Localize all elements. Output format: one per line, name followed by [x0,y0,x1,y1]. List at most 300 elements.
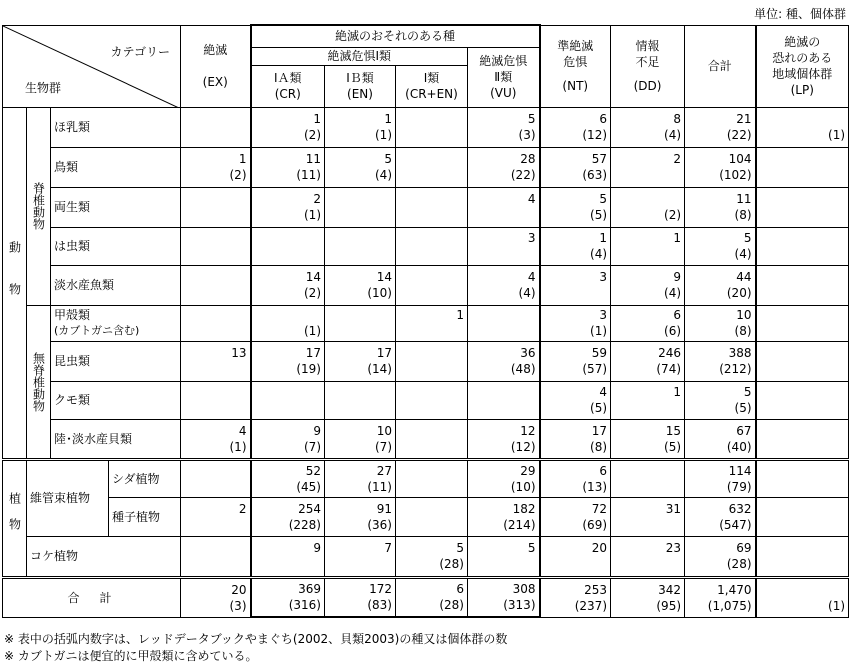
cell-lp-prev [760,400,846,416]
cell-dd-1 [611,147,685,187]
cell-ex-8 [181,419,251,459]
cell-ex-prev [184,285,247,301]
cell-ex-7 [181,381,251,419]
cell-vu-count: 4 [527,192,536,206]
cell-dd-count: 6 [673,308,682,322]
cell-lp-prev [760,361,846,377]
header-lp-line1: 絶滅の [784,35,821,49]
cell-total-count: 388 [728,346,752,360]
cell-en-count: 17 [376,346,392,360]
cell-dd-count [614,191,681,207]
cell-lp-prev [760,246,846,262]
cell-nt-count: 59 [591,346,608,360]
cell-dd-prev [614,517,681,533]
row-name-label: 淡水産魚類 [54,278,115,292]
cell-dd-prev: (4) [664,286,682,300]
cell-i-count: 6 [456,582,464,597]
cell-vu-prev [471,323,536,339]
cell-total-11 [685,536,756,577]
cell-vu-5 [468,305,540,341]
cell-vu-prev: (22) [510,168,536,182]
row-name-label: 陸･淡水産貝類 [54,431,133,446]
cell-dd-0 [611,107,685,147]
cell-nt-5 [540,305,611,341]
cell-total-count: 11 [736,192,752,206]
header-ex-code: (EX) [202,75,228,89]
cell-cr-count: 14 [305,270,321,284]
cell-cr-7 [251,381,325,419]
cell-ex-count [184,384,247,400]
cell-cr-count: 9 [313,423,321,438]
cell-ex-11 [181,536,251,577]
cell-nt-prev: (12) [582,128,608,142]
cell-cr-5 [251,305,325,341]
cell-vu-prev [471,556,536,572]
cell-nt-count: 1 [599,231,608,245]
cell-cr-count [255,307,322,323]
cell-nt-prev: (5) [590,401,608,415]
cell-ex-count [184,269,247,285]
cell-cr-count: 369 [298,582,321,597]
cell-i-count [399,111,464,127]
header-group-label: 生物群 [25,80,62,95]
cell-nt-prev: (8) [590,439,608,454]
cell-cr-prev: (2) [304,286,321,300]
row-name-5 [51,305,181,341]
row-name-sublabel: (カブトガニ含む) [54,324,140,337]
header-category-label: カテゴリー [110,44,170,59]
cell-lp-count [760,384,846,400]
cell-lp-count [760,463,846,479]
cell-en-5 [325,305,396,341]
cell-i-count [399,463,464,479]
cell-dd-count: 1 [673,231,682,245]
cell-dd-9 [611,459,685,497]
cell-i-7 [396,381,468,419]
cell-total-prev: (8) [734,324,752,338]
cell-nt-6 [540,341,611,381]
cell-vu-count [471,384,536,400]
cell-nt-9 [540,459,611,497]
cell-en-total [325,577,396,617]
cell-lp-4 [756,265,849,305]
cell-nt-1 [540,147,611,187]
cell-total-10 [685,497,756,536]
cell-total-count: 5 [743,385,752,399]
side-invertebrate: 無脊椎動物 [27,305,51,459]
cell-nt-count: 3 [599,270,608,284]
cell-total-count: 10 [736,308,752,322]
cell-en-prev [328,323,392,339]
cell-nt-7 [540,381,611,419]
cell-vu-count: 308 [512,582,536,597]
cell-cr-6 [251,341,325,381]
table-row [3,187,849,227]
row-name-4 [51,265,181,305]
cell-vu-count: 3 [527,231,536,245]
row-name-label: 鳥類 [54,160,79,174]
cell-i-total [396,577,468,617]
cell-cr-count: 11 [305,152,321,166]
cell-cr-11 [251,536,325,577]
cell-en-count [328,384,392,400]
cell-i-9 [396,459,468,497]
cell-en-count [328,230,392,246]
cell-vu-count: 5 [527,112,536,126]
header-cr-label: ⅠＡ類 [273,71,302,85]
cell-nt-count: 6 [599,112,608,126]
cell-en-8 [325,419,396,459]
cell-total-prev: (22) [726,128,752,142]
cell-vu-prev: (3) [518,128,536,142]
cell-lp-count [760,269,846,285]
cell-en-prev: (7) [375,439,392,454]
cell-cr-2 [251,187,325,227]
cell-cr-prev: (2) [304,128,321,142]
cell-cr-8 [251,419,325,459]
cell-ex-prev: (3) [229,598,247,613]
cell-ex-count [184,540,247,556]
cell-nt-3 [540,227,611,265]
cell-i-count [399,423,464,439]
row-name-label: シダ植物 [112,471,160,486]
cell-nt-count: 17 [591,423,608,438]
cell-cr-10 [251,497,325,536]
footnote-2: ※ カブトガニは便宜的に甲殻類に含めている。 [4,649,258,663]
cell-cr-count: 254 [298,501,321,516]
row-name-8 [51,419,181,459]
header-vu [468,47,540,107]
cell-ex-count: 20 [231,582,247,597]
cell-total-count: 69 [736,541,752,555]
cell-dd-11 [611,536,685,577]
cell-i-count [399,501,464,517]
cell-i-count [399,345,464,361]
cell-ex-prev [184,127,247,143]
row-name-label: 種子植物 [112,509,161,524]
cell-nt-count: 6 [599,463,608,478]
cell-cr-total [251,577,325,617]
cell-vu-2 [468,187,540,227]
cell-lp-prev [760,167,846,183]
cell-lp-6 [756,341,849,381]
cell-i-prev [399,285,464,301]
cell-i-prev [399,400,464,416]
cell-i-prev [399,167,464,183]
table-row [3,107,849,147]
cell-lp-count [760,151,846,167]
cell-dd-prev: (74) [656,362,682,376]
cell-i-prev [399,323,464,339]
table-row [3,265,849,305]
header-corner [3,25,181,107]
cell-dd-8 [611,419,685,459]
cell-total-count: 44 [736,270,752,284]
cell-vu-4 [468,265,540,305]
cell-total-prev: (79) [726,479,752,494]
cell-i-count [399,191,464,207]
cell-total-count: 67 [736,423,752,438]
row-name-label: 両生類 [54,200,91,214]
table-row [3,147,849,187]
cell-cr-prev [255,400,322,416]
cell-i-prev [399,246,464,262]
table-row [3,227,849,265]
side-vascular: 維管束植物 [27,459,109,536]
cell-vu-count: 36 [520,346,536,360]
cell-cr-count [255,384,322,400]
cell-ex-total [181,577,251,617]
cell-nt-prev [544,285,608,301]
cell-nt-count: 57 [591,152,608,166]
cell-total-7 [685,381,756,419]
side-vertebrate: 脊椎動物 [27,107,51,305]
row-name-label: コケ植物 [30,549,79,563]
cell-dd-prev: (6) [664,324,682,338]
cell-en-count [328,191,392,207]
cell-lp-1 [756,147,849,187]
row-name-0 [51,107,181,147]
cell-cr-count: 9 [313,541,321,555]
cell-ex-count [184,463,247,479]
cell-ex-prev [184,361,247,377]
cell-en-11 [325,536,396,577]
cell-i-6 [396,341,468,381]
cell-i-5 [396,305,468,341]
cell-lp-3 [756,227,849,265]
cell-cr-prev: (19) [296,362,321,376]
cell-dd-5 [611,305,685,341]
header-lp [756,25,849,107]
cell-nt-prev: (237) [574,598,608,613]
header-i-label: Ⅰ類 [423,71,440,85]
cell-vu-prev [471,207,536,223]
row-name-11 [27,536,181,577]
cell-total-prev: (5) [734,401,752,415]
cell-total-prev: (547) [719,517,752,532]
cell-en-0 [325,107,396,147]
header-threatened: 絶滅のおそれのある種 [251,25,540,47]
cell-vu-8 [468,419,540,459]
header-nt [540,25,611,107]
row-name-label: ほ乳類 [54,120,91,134]
row-name-6 [51,341,181,381]
header-cr [251,65,325,107]
cell-vu-count: 29 [520,463,536,478]
header-cr-en-group: 絶滅危惧Ⅰ類 [251,47,468,65]
cell-cr-count: 17 [305,346,321,360]
cell-dd-count: 9 [673,270,682,284]
cell-en-count: 10 [376,423,392,438]
cell-lp-prev [760,285,846,301]
cell-lp-prev [760,479,846,495]
cell-dd-count: 2 [673,152,682,166]
cell-lp-11 [756,536,849,577]
cell-dd-3 [611,227,685,265]
unit-label: 単位: 種、個体群 [754,7,846,21]
cell-lp-prev [760,517,846,533]
table-row [3,419,849,459]
cell-cr-prev: (11) [296,168,321,182]
footnote-1: ※ 表中の括弧内数字は、レッドデータブックやまぐち(2002、貝類2003)の種又は個体群の数 [4,632,508,646]
cell-cr-prev [255,246,322,262]
cell-lp-2 [756,187,849,227]
cell-i-prev [399,127,464,143]
table-row [3,536,849,577]
cell-en-prev [328,400,392,416]
cell-total-count: 104 [728,152,752,166]
cell-vu-3 [468,227,540,265]
cell-cr-prev: (228) [288,517,321,532]
cell-en-10 [325,497,396,536]
cell-i-11 [396,536,468,577]
cell-en-6 [325,341,396,381]
cell-total-2 [685,187,756,227]
table-row [3,305,849,341]
cell-nt-count: 253 [584,582,608,597]
cell-i-count [399,384,464,400]
cell-vu-count: 182 [512,501,536,516]
cell-lp-count [760,111,846,127]
cell-dd-count: 23 [665,541,682,555]
cell-nt-11 [540,536,611,577]
cell-total-1 [685,147,756,187]
cell-i-4 [396,265,468,305]
cell-i-prev [399,479,464,495]
header-vu-line1: 絶滅危惧 [479,54,528,68]
header-nt-line2: 危惧 [563,55,588,69]
header-ex-label: 絶滅 [203,43,228,57]
cell-dd-7 [611,381,685,419]
cell-vu-count: 5 [527,541,536,555]
cell-total-count: 632 [728,501,752,516]
row-name-label: は虫類 [54,239,91,253]
cell-nt-4 [540,265,611,305]
cell-total-prev: (4) [734,247,752,261]
table-row [3,381,849,419]
cell-total-prev: (28) [726,557,752,571]
header-lp-line3: 地域個体群 [772,67,833,81]
cell-nt-prev: (69) [582,517,608,532]
cell-lp-prev [760,323,846,339]
header-en [325,65,396,107]
cell-ex-1 [181,147,251,187]
cell-ex-3 [181,227,251,265]
cell-en-2 [325,187,396,227]
cell-ex-count: 4 [238,423,247,438]
cell-en-3 [325,227,396,265]
cell-lp-count [760,345,846,361]
cell-lp-5 [756,305,849,341]
cell-lp-count [760,230,846,246]
cell-vu-prev: (10) [510,479,536,494]
cell-cr-count: 52 [305,463,321,478]
cell-cr-9 [251,459,325,497]
cell-cr-prev: (7) [304,439,321,454]
cell-ex-prev: (1) [229,439,247,454]
cell-vu-10 [468,497,540,536]
cell-nt-prev: (63) [582,168,608,182]
cell-en-prev: (14) [367,362,392,376]
cell-vu-prev: (313) [503,598,536,613]
cell-vu-count: 4 [527,270,536,284]
cell-en-prev: (83) [367,598,392,613]
cell-lp-8 [756,419,849,459]
cell-vu-6 [468,341,540,381]
cell-lp-count [760,582,846,598]
cell-i-count [399,151,464,167]
cell-cr-4 [251,265,325,305]
cell-cr-count: 1 [313,112,321,126]
header-vu-code: (VU) [490,86,517,100]
cell-nt-prev: (57) [582,362,608,376]
cell-nt-count: 3 [599,308,608,322]
cell-total-6 [685,341,756,381]
cell-dd-count: 31 [665,501,682,516]
row-name-label: クモ類 [54,393,91,407]
cell-total-prev: (20) [726,286,752,300]
cell-lp-0 [756,107,849,147]
cell-en-count: 5 [384,152,392,166]
cell-lp-count [760,423,846,439]
cell-en-4 [325,265,396,305]
cell-en-count: 14 [376,270,392,284]
cell-ex-2 [181,187,251,227]
cell-en-count: 172 [369,582,392,597]
cell-ex-count: 13 [231,346,247,360]
cell-ex-count [184,191,247,207]
cell-nt-2 [540,187,611,227]
cell-dd-prev: (5) [664,439,682,454]
header-lp-line2: 恐れのある [772,51,833,65]
header-i [396,65,468,107]
cell-nt-prev: (5) [590,208,608,222]
cell-i-prev [399,207,464,223]
cell-vu-prev: (48) [510,362,536,376]
cell-en-count: 1 [384,112,392,126]
cell-lp-count [760,540,846,556]
cell-en-prev: (4) [375,168,392,182]
cell-ex-6 [181,341,251,381]
cell-en-count: 91 [376,501,392,516]
cell-ex-prev [184,556,247,572]
cell-cr-count: 2 [313,192,321,206]
cell-vu-11 [468,536,540,577]
cell-dd-prev [614,479,681,495]
cell-i-count: 5 [456,541,464,555]
cell-vu-prev: (4) [518,286,536,300]
cell-en-9 [325,459,396,497]
cell-nt-prev: (4) [590,247,608,261]
cell-ex-prev [184,323,247,339]
cell-nt-0 [540,107,611,147]
row-name-10 [109,497,181,536]
total-row [3,577,849,617]
header-en-code: (EN) [347,87,373,101]
cell-total-8 [685,419,756,459]
row-name-2 [51,187,181,227]
cell-lp-count [760,501,846,517]
cell-ex-prev [184,517,247,533]
cell-total-total [685,577,756,617]
cell-total-4 [685,265,756,305]
cell-dd-count: 342 [658,582,682,597]
cell-vu-0 [468,107,540,147]
cell-dd-count [614,463,681,479]
cell-dd-count: 15 [665,423,682,438]
cell-i-prev: (28) [439,557,464,571]
cell-ex-prev [184,207,247,223]
